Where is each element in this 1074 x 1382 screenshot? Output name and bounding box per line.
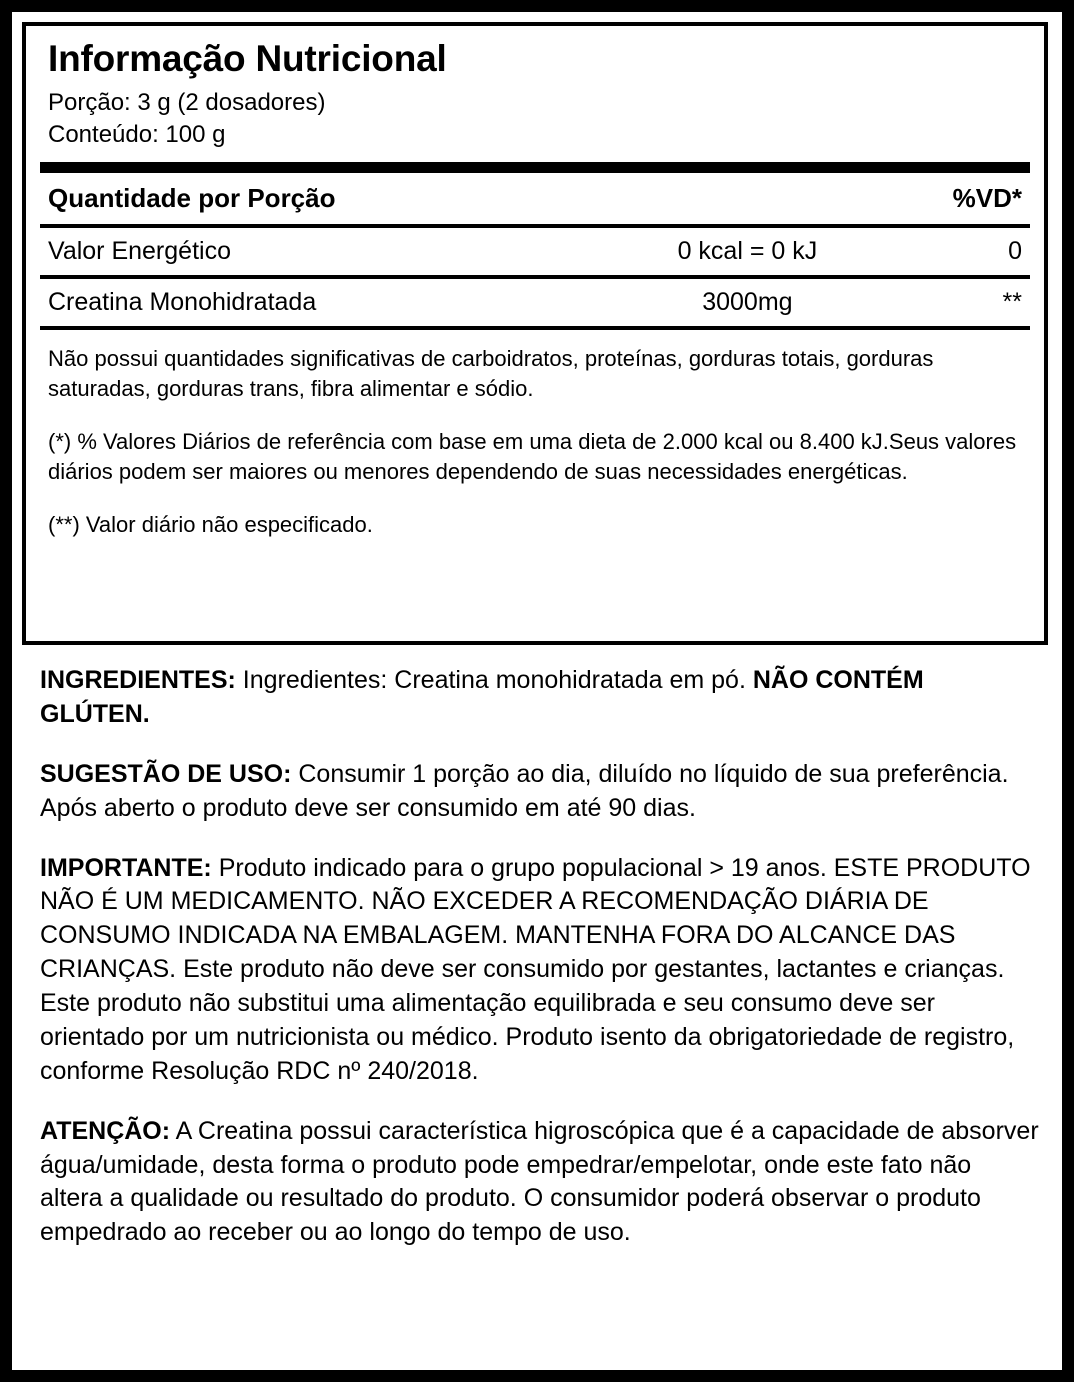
nutrient-daily-value: ** — [1002, 288, 1022, 317]
nutrient-value: 0 kcal = 0 kJ — [677, 237, 818, 266]
nutrition-facts-box — [22, 22, 1048, 645]
footnote-unspecified-daily-value: (**) Valor diário não especificado. — [48, 512, 373, 538]
column-header-daily-value: %VD* — [952, 183, 1022, 214]
table-row — [40, 279, 1030, 326]
label-text-sections — [40, 664, 1040, 1250]
label-inner-surface — [12, 12, 1062, 1370]
usage-section — [40, 758, 1040, 826]
nutrient-value: 3000mg — [702, 288, 793, 317]
nutrient-name: Valor Energético — [48, 237, 231, 266]
footnote-insignificant-amounts: Não possui quantidades significativas de carboidratos, proteínas, gorduras totais, gorduras saturadas, gorduras trans, fibra alimentar e sódio. — [48, 346, 934, 401]
important-label: IMPORTANTE: — [40, 853, 212, 882]
nutrition-footnotes — [26, 330, 1044, 539]
table-row — [40, 228, 1030, 275]
attention-label: ATENÇÃO: — [40, 1116, 171, 1145]
nutrition-facts-table — [40, 173, 1030, 330]
gluten-free-statement: NÃO CONTÉM GLÚTEN. — [40, 666, 924, 728]
nutrition-facts-header — [26, 26, 1044, 150]
usage-body: Consumir 1 porção ao dia, diluído no líquido de sua preferência. Após aberto o produto deve ser consumido em até 90 dias. — [40, 759, 1009, 822]
serving-size-text: Porção: 3 g (2 dosadores) — [48, 88, 326, 116]
header-divider-bar — [40, 162, 1030, 173]
important-body: Produto indicado para o grupo populacional > 19 anos. ESTE PRODUTO NÃO É UM MEDICAMENTO. NÃO EXCEDER A RECOMENDAÇÃO DIÁRIA DE CONSUMO INDICADA NA EMBALAGEM. MANTENHA FORA DO ALCANCE DAS CRIANÇAS. Este produto não deve ser consumido por gestantes, lactantes e crianças. Este produto não substitui uma alimentação equilibrada e seu consumo deve ser orientado por um nutricionista ou médico. Produto isento da obrigatoriedade de registro, conforme Resolução RDC nº 240/2018. — [40, 853, 1031, 1085]
column-header-amount: Quantidade por Porção — [48, 183, 336, 214]
page-title: Informação Nutricional — [48, 38, 447, 79]
footnote-daily-values: (*) % Valores Diários de referência com base em uma dieta de 2.000 kcal ou 8.400 kJ.Seus valores diários podem ser maiores ou menores dependendo de suas necessidades energéticas. — [48, 429, 1017, 484]
attention-section — [40, 1115, 1040, 1251]
attention-body: A Creatina possui característica higroscópica que é a capacidade de absorver água/umidade, desta forma o produto pode empedrar/empelotar, onde este fato não altera a qualidade ou resultado do produto. O consumidor poderá observar o produto empedrado ao receber ou ao longo do tempo de uso. — [40, 1116, 1039, 1247]
ingredients-label: INGREDIENTES: — [40, 666, 236, 694]
table-header-row — [40, 173, 1030, 224]
important-section — [40, 852, 1040, 1089]
ingredients-body: Ingredientes: Creatina monohidratada em pó. — [235, 666, 753, 694]
usage-label: SUGESTÃO DE USO: — [40, 759, 292, 788]
nutrient-name: Creatina Monohidratada — [48, 288, 317, 317]
nutrient-daily-value: 0 — [1008, 237, 1022, 266]
ingredients-section — [40, 664, 1040, 732]
package-content-text: Conteúdo: 100 g — [48, 120, 226, 148]
